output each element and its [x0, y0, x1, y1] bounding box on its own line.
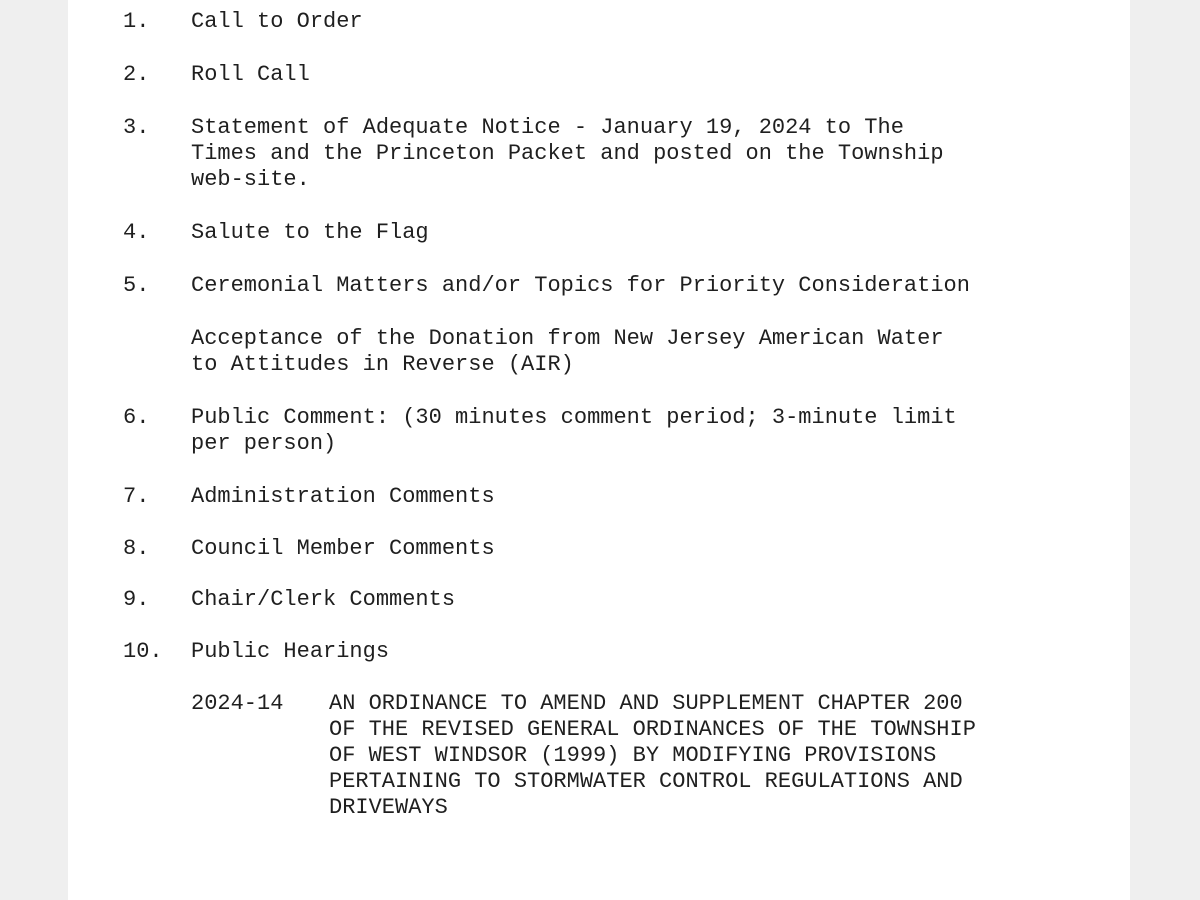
- agenda-item-number: 1.: [123, 9, 150, 34]
- agenda-item-text: [191, 115, 1051, 193]
- agenda-item-number: 10.: [123, 639, 163, 664]
- agenda-item-text: [191, 273, 1051, 299]
- agenda-item-line: Public Hearings: [191, 639, 390, 664]
- agenda-item-number: 8.: [123, 536, 150, 561]
- agenda-item-line: Chair/Clerk Comments: [191, 587, 456, 612]
- agenda-item-number: 5.: [123, 273, 150, 298]
- ordinance-number: 2024-14: [191, 691, 284, 716]
- agenda-item-text: [191, 536, 1051, 562]
- agenda-item-text: [191, 405, 1051, 457]
- agenda-item-text: [191, 587, 1051, 613]
- agenda-item-line: per person): [191, 431, 337, 456]
- ceremonial-sub-line: to Attitudes in Reverse (AIR): [191, 352, 574, 377]
- agenda-item-line: Salute to the Flag: [191, 220, 429, 245]
- ordinance-line: DRIVEWAYS: [329, 795, 448, 820]
- agenda-item-line: web-site.: [191, 167, 310, 192]
- ceremonial-sub-item: [191, 326, 1051, 378]
- ordinance-title: [329, 691, 1049, 821]
- ordinance-line: OF THE REVISED GENERAL ORDINANCES OF THE TOWNSHIP: [329, 717, 976, 742]
- ceremonial-sub-line: Acceptance of the Donation from New Jersey American Water: [191, 326, 944, 351]
- meeting-agenda: [68, 0, 1130, 900]
- agenda-item-line: Ceremonial Matters and/or Topics for Priority Consideration: [191, 273, 970, 298]
- agenda-item-line: Public Comment: (30 minutes comment period; 3-minute limit: [191, 405, 957, 430]
- agenda-item-line: Statement of Adequate Notice - January 19, 2024 to The: [191, 115, 904, 140]
- agenda-item-text: [191, 220, 1051, 246]
- agenda-item-text: [191, 639, 1051, 665]
- agenda-item-line: Call to Order: [191, 9, 363, 34]
- agenda-item-line: Council Member Comments: [191, 536, 495, 561]
- agenda-item-line: Administration Comments: [191, 484, 495, 509]
- agenda-item-line: Times and the Princeton Packet and posted on the Township: [191, 141, 944, 166]
- agenda-item-number: 7.: [123, 484, 150, 509]
- ordinance-line: AN ORDINANCE TO AMEND AND SUPPLEMENT CHAPTER 200: [329, 691, 963, 716]
- agenda-item-number: 3.: [123, 115, 150, 140]
- agenda-item-number: 9.: [123, 587, 150, 612]
- document-page: [68, 0, 1130, 900]
- agenda-item-number: 6.: [123, 405, 150, 430]
- agenda-item-text: [191, 9, 1051, 35]
- agenda-item-text: [191, 484, 1051, 510]
- agenda-item-number: 2.: [123, 62, 150, 87]
- agenda-item-line: Roll Call: [191, 62, 310, 87]
- agenda-item-text: [191, 62, 1051, 88]
- agenda-item-number: 4.: [123, 220, 150, 245]
- ordinance-line: OF WEST WINDSOR (1999) BY MODIFYING PROVISIONS: [329, 743, 937, 768]
- ordinance-line: PERTAINING TO STORMWATER CONTROL REGULATIONS AND: [329, 769, 963, 794]
